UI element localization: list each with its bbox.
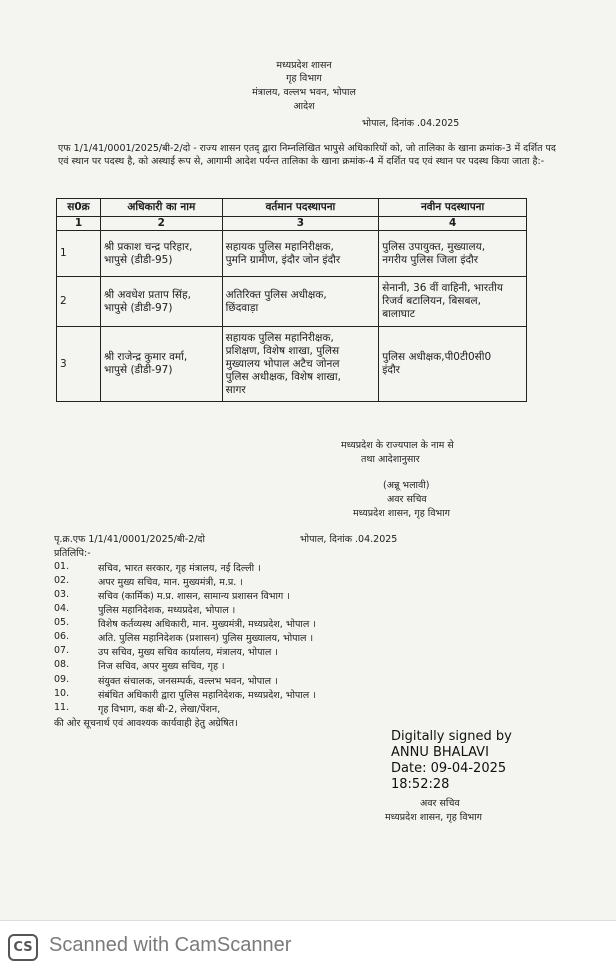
camscanner-logo-icon: CS [8, 934, 38, 961]
signatory-department: मध्यप्रदेश शासन, गृह विभाग [353, 508, 450, 519]
column-header-new-posting: नवीन पदस्थापना [379, 199, 527, 217]
bottom-signatory-designation: अवर सचिव [420, 798, 460, 809]
digital-signature-line: Digitally signed by [391, 729, 512, 744]
signatory-designation: अवर सचिव [387, 494, 427, 505]
row-current-posting: सहायक पुलिस महानिरीक्षक, पुमनि ग्रामीण, इंदौर जोन इंदौर [222, 231, 379, 277]
governor-order-line2: तथा आदेशानुसार [361, 454, 420, 465]
row-sno: 2 [57, 277, 101, 327]
table-row [57, 327, 527, 402]
bottom-signatory-department: मध्यप्रदेश शासन, गृह विभाग [385, 812, 482, 823]
order-intro-paragraph: एफ 1/1/41/0001/2025/बी-2/दो - राज्य शासन एतद् द्वारा निम्नलिखित भापुसे अधिकारियों को, जो तालिका के खाना क्रमांक-3 में दर्शित पद एवं स्थान पर पदस्थ है, को अस्थाई रूप से, आगामी आदेश पर्यन्त तालिका के खाना क्रमांक-4 में दर्शित पद एवं स्थान पर पदस्थ किया जाता है:- [58, 143, 556, 167]
table-row [57, 277, 527, 327]
digital-signature-block [391, 729, 512, 793]
header-department: गृह विभाग [286, 73, 322, 84]
column-number: 2 [100, 217, 222, 231]
table-column-number-row [57, 217, 527, 231]
row-new-posting: पुलिस उपायुक्त, मुख्यालय, नगरीय पुलिस जिला इंदौर [379, 231, 527, 277]
row-current-posting: सहायक पुलिस महानिरीक्षक, प्रशिक्षण, विशेष शाखा, पुलिस मुख्यालय भोपाल अटैच जोनल पुलिस अधीक्षक, विशेष शाखा, सागर [222, 327, 379, 402]
row-officer-name: श्री राजेन्द्र कुमार वर्मा, भापुसे (डीडी-97) [100, 327, 222, 402]
column-header-current-posting: वर्तमान पदस्थापना [222, 199, 379, 217]
column-number: 4 [379, 217, 527, 231]
posting-table [56, 198, 527, 402]
header-government: मध्यप्रदेश शासन [276, 60, 332, 71]
digital-signature-date: Date: 09-04-2025 [391, 761, 507, 776]
table-row [57, 231, 527, 277]
copy-heading: प्रतिलिपि:- [54, 548, 91, 559]
endorsement-place-date: भोपाल, दिनांक .04.2025 [300, 534, 398, 545]
row-new-posting: सेनानी, 36 वीं वाहिनी, भारतीय रिजर्व बटालियन, बिसबल, बालाघाट [379, 277, 527, 327]
row-officer-name: श्री अवधेश प्रताप सिंह, भापुसे (डीडी-97) [100, 277, 222, 327]
digital-signature-time: 18:52:28 [391, 777, 450, 792]
row-officer-name: श्री प्रकाश चन्द्र परिहार, भापुसे (डीडी-95) [100, 231, 222, 277]
header-order-title: आदेश [293, 101, 315, 112]
column-number: 1 [57, 217, 101, 231]
row-current-posting: अतिरिक्त पुलिस अधीक्षक, छिंदवाड़ा [222, 277, 379, 327]
column-header-sno: स0क्र [57, 199, 101, 217]
column-number: 3 [222, 217, 379, 231]
header-address: मंत्रालय, वल्लभ भवन, भोपाल [252, 87, 356, 98]
endorsement-reference: पृ.क्र.एफ 1/1/41/0001/2025/बी-2/दो [54, 534, 205, 545]
header-place-date: भोपाल, दिनांक .04.2025 [362, 118, 460, 129]
column-header-officer-name: अधिकारी का नाम [100, 199, 222, 217]
table-header-row [57, 199, 527, 217]
row-new-posting: पुलिस अधीक्षक,पी0टी0सी0 इंदौर [379, 327, 527, 402]
signatory-name: (अन्नू भलावी) [383, 480, 430, 491]
row-sno: 1 [57, 231, 101, 277]
scanner-watermark-text: Scanned with CamScanner [49, 934, 292, 956]
scanner-footer [0, 920, 616, 974]
row-sno: 3 [57, 327, 101, 402]
digital-signature-name: ANNU BHALAVI [391, 745, 489, 760]
copy-closing-text: की ओर सूचनार्थ एवं आवश्यक कार्यवाही हेतु अग्रेषित। [54, 718, 238, 729]
governor-order-line1: मध्यप्रदेश के राज्यपाल के नाम से [341, 440, 454, 451]
